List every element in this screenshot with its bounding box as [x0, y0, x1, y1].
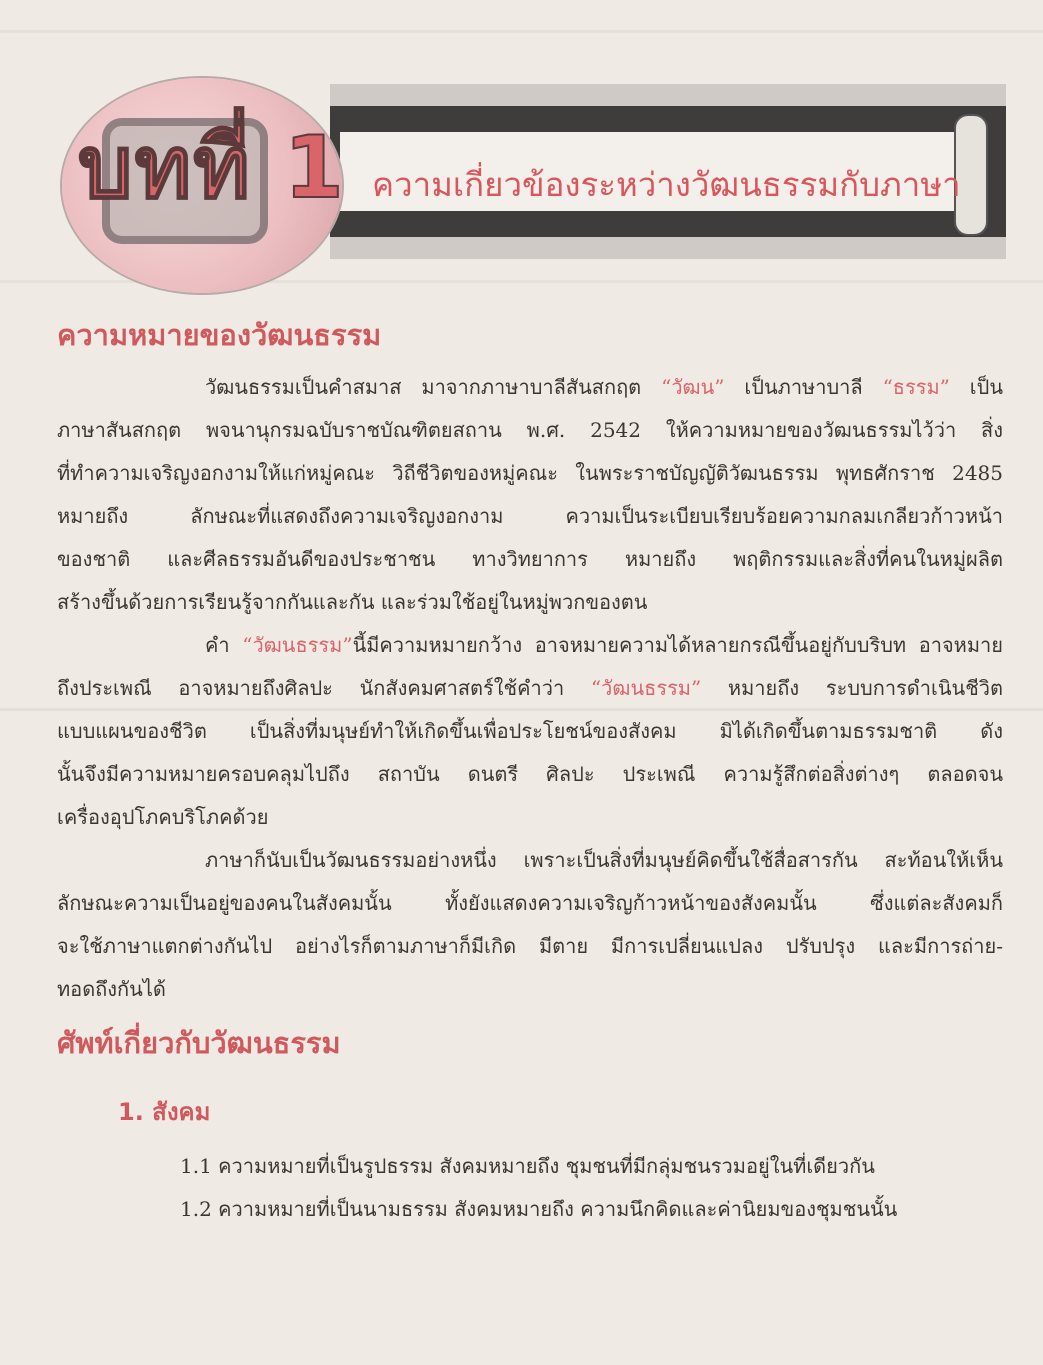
chapter-label: บทที่ 1: [78, 118, 346, 218]
list-item: 1.1 ความหมายที่เป็นรูปธรรม สังคมหมายถึง ชุมชนที่มีกลุ่มชนรวมอยู่ในที่เดียวกัน: [180, 1154, 875, 1178]
paragraph-line: วัฒนธรรมเป็นคำสมาส มาจากภาษาบาลีสันสกฤต “วัฒน” เป็นภาษาบาลี “ธรรม” เป็น: [205, 375, 1004, 399]
paragraph-line: นั้นจึงมีความหมายครอบคลุมไปถึง สถาบัน ดนตรี ศิลปะ ประเพณี ความรู้สึกต่อสิ่งต่างๆ ตลอดจน: [57, 762, 1003, 786]
paragraph-line: คำ “วัฒนธรรม”นี้มีความหมายกว้าง อาจหมายความได้หลายกรณีขึ้นอยู่กับบริบท อาจหมาย: [205, 633, 1003, 657]
paragraph-line: ทอดถึงกันได้: [57, 977, 166, 1001]
list-item: 1.2 ความหมายที่เป็นนามธรรม สังคมหมายถึง ความนึกคิดและค่านิยมของชุมชนนั้น: [180, 1197, 898, 1221]
paragraph-line: หมายถึง ลักษณะที่แสดงถึงความเจริญงอกงาม ความเป็นระเบียบเรียบร้อยความกลมเกลียวก้าวหน้า: [57, 504, 1003, 528]
paragraph-line: แบบแผนของชีวิต เป็นสิ่งที่มนุษย์ทำให้เกิดขึ้นเพื่อประโยชน์ของสังคม มิได้เกิดขึ้นตามธรรมชาติ ดัง: [57, 719, 1003, 743]
paragraph-line: สร้างขึ้นด้วยการเรียนรู้จากกันและกัน และร่วมใช้อยู่ในหมู่พวกของตน: [57, 590, 648, 614]
section-heading: ความหมายของวัฒนธรรม: [57, 318, 382, 352]
paragraph-line: ภาษาสันสกฤต พจนานุกรมฉบับราชบัณฑิตยสถาน พ.ศ. 2542 ให้ความหมายของวัฒนธรรมไว้ว่า สิ่ง: [57, 418, 1003, 442]
section-heading: ศัพท์เกี่ยวกับวัฒนธรรม: [57, 1026, 341, 1060]
paragraph-line: ของชาติ และศีลธรรมอันดีของประชาชน ทางวิทยาการ หมายถึง พฤติกรรมและสิ่งที่คนในหมู่ผลิต: [57, 547, 1003, 571]
paragraph-line: ถึงประเพณี อาจหมายถึงศิลปะ นักสังคมศาสตร์ใช้คำว่า “วัฒนธรรม” หมายถึง ระบบการดำเนินชีวิต: [57, 676, 1003, 700]
paragraph-line: จะใช้ภาษาแตกต่างกันไป อย่างไรก็ตามภาษาก็มีเกิด มีตาย มีการเปลี่ยนแปลง ปรับปรุง และมีการถ่าย-: [57, 934, 1003, 958]
paragraph-line: ที่ทำความเจริญงอกงามให้แก่หมู่คณะ วิถีชีวิตของหมู่คณะ ในพระราชบัญญัติวัฒนธรรม พุทธศักราช 2485: [57, 461, 1003, 485]
subsection-heading: 1. สังคม: [118, 1098, 211, 1126]
chapter-title: ความเกี่ยวข้องระหว่างวัฒนธรรมกับภาษา: [372, 165, 961, 204]
paragraph-line: ภาษาก็นับเป็นวัฒนธรรมอย่างหนึ่ง เพราะเป็นสิ่งที่มนุษย์คิดขึ้นใช้สื่อสารกัน สะท้อนให้เห็น: [205, 848, 1003, 872]
paragraph-line: เครื่องอุปโภคบริโภคด้วย: [57, 805, 269, 829]
paragraph-line: ลักษณะความเป็นอยู่ของคนในสังคมนั้น ทั้งยังแสดงความเจริญก้าวหน้าของสังคมนั้น ซึ่งแต่ละสังคมก็: [57, 891, 1003, 915]
